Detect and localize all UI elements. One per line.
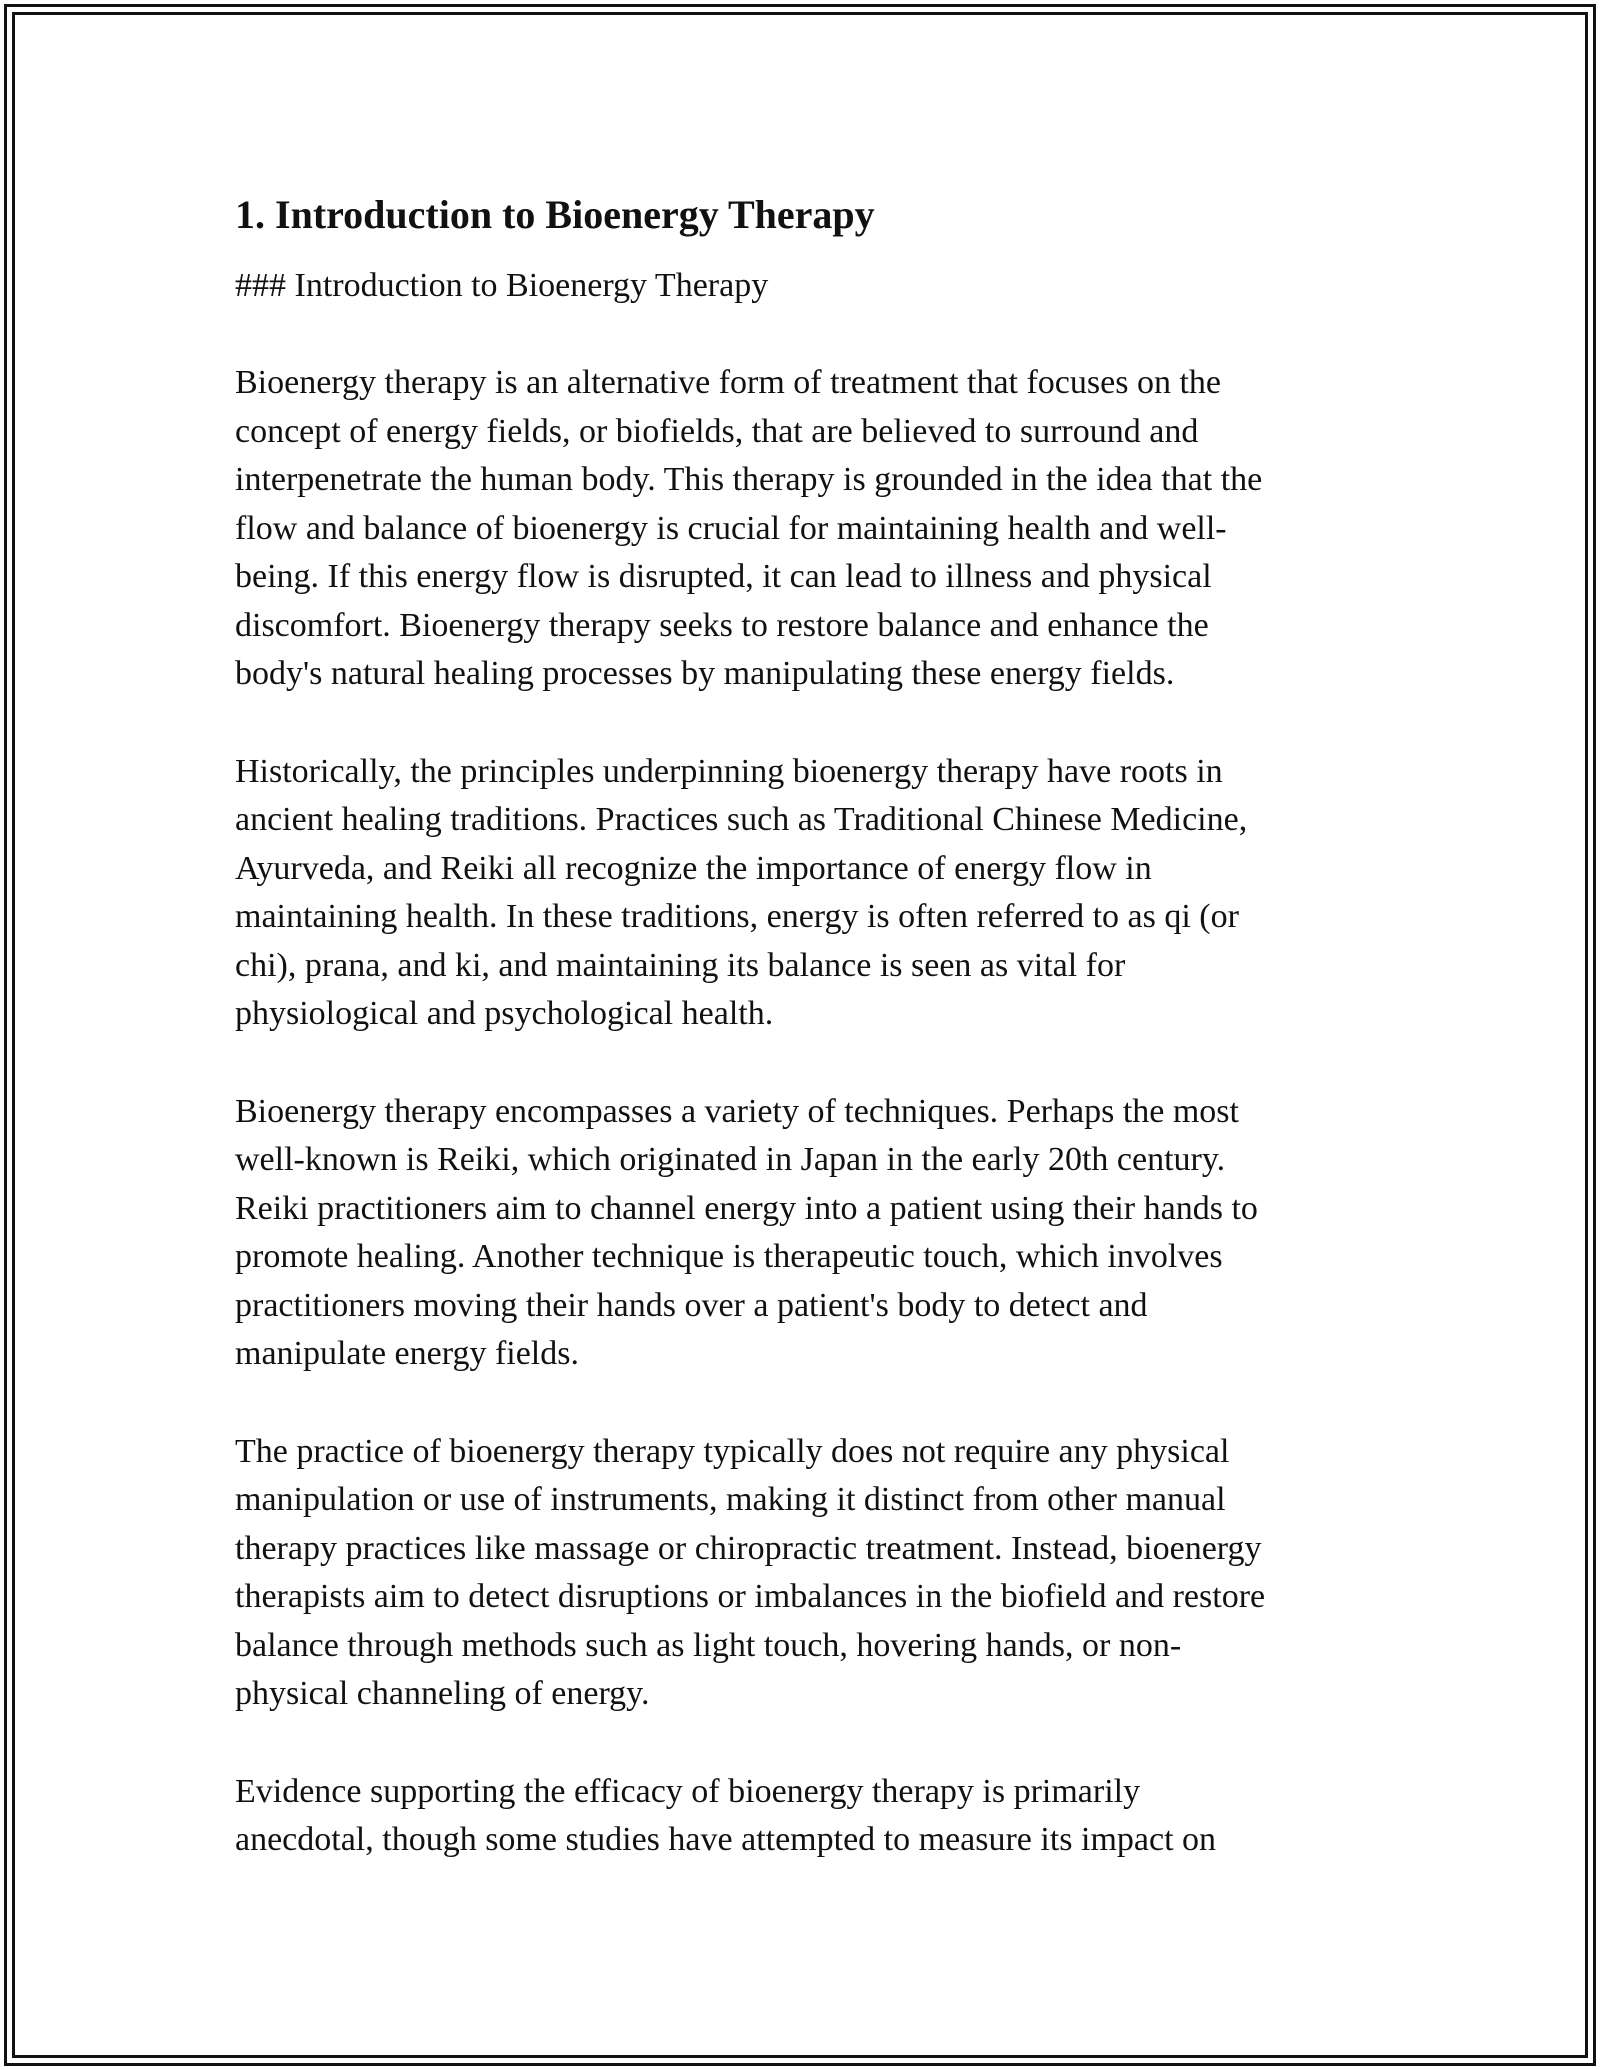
paragraph-history bbox=[235, 748, 1365, 1039]
text-line: maintaining health. In these traditions, energy is often referred to as qi (or bbox=[235, 898, 1239, 935]
text-line: Historically, the principles underpinning bioenergy therapy have roots in bbox=[235, 752, 1223, 790]
text-line: concept of energy fields, or biofields, that are believed to surround and bbox=[235, 412, 1199, 450]
text-line: Reiki practitioners aim to channel energy into a patient using their hands to bbox=[235, 1189, 1258, 1227]
text-line: discomfort. Bioenergy therapy seeks to restore balance and enhance the bbox=[235, 606, 1209, 644]
text-line: promote healing. Another technique is therapeutic touch, which involves bbox=[235, 1238, 1223, 1275]
text-line: chi), prana, and ki, and maintaining its balance is seen as vital for bbox=[235, 946, 1126, 984]
text-line: Evidence supporting the efficacy of bioenergy therapy is primarily bbox=[235, 1772, 1141, 1810]
text-line: body's natural healing processes by manipulating these energy fields. bbox=[235, 655, 1175, 692]
text-line: physiological and psychological health. bbox=[235, 995, 774, 1032]
text-line: Ayurveda, and Reiki all recognize the importance of energy flow in bbox=[235, 849, 1152, 887]
text-line: therapists aim to detect disruptions or imbalances in the biofield and restore bbox=[235, 1578, 1266, 1615]
paragraph-techniques bbox=[235, 1088, 1365, 1379]
text-line: manipulation or use of instruments, making it distinct from other manual bbox=[235, 1481, 1226, 1518]
text-line: being. If this energy flow is disrupted, it can lead to illness and physical bbox=[235, 558, 1212, 595]
text-line: therapy practices like massage or chiropractic treatment. Instead, bioenergy bbox=[235, 1529, 1262, 1567]
text-line: interpenetrate the human body. This therapy is grounded in the idea that the bbox=[235, 461, 1263, 498]
text-line: Bioenergy therapy is an alternative form of treatment that focuses on the bbox=[235, 364, 1221, 401]
text-line: manipulate energy fields. bbox=[235, 1335, 579, 1372]
text-line: Bioenergy therapy encompasses a variety of techniques. Perhaps the most bbox=[235, 1092, 1239, 1130]
markdown-heading: ### Introduction to Bioenergy Therapy bbox=[235, 267, 769, 304]
text-line: anecdotal, though some studies have attempted to measure its impact on bbox=[235, 1821, 1217, 1858]
section-heading: 1. Introduction to Bioenergy Therapy bbox=[235, 192, 875, 237]
text-line: physical channeling of energy. bbox=[235, 1675, 650, 1712]
text-line: flow and balance of bioenergy is crucial for maintaining health and well- bbox=[235, 509, 1227, 547]
text-line: ancient healing traditions. Practices such as Traditional Chinese Medicine, bbox=[235, 801, 1248, 838]
text-line: well-known is Reiki, which originated in Japan in the early 20th century. bbox=[235, 1141, 1226, 1178]
text-line: practitioners moving their hands over a patient's body to detect and bbox=[235, 1286, 1148, 1324]
paragraph-practice bbox=[235, 1428, 1365, 1719]
paragraph-intro bbox=[235, 359, 1365, 699]
text-line: balance through methods such as light touch, hovering hands, or non- bbox=[235, 1626, 1182, 1664]
document-body bbox=[235, 186, 1365, 1865]
paragraph-evidence bbox=[235, 1768, 1365, 1865]
text-line: The practice of bioenergy therapy typically does not require any physical bbox=[235, 1432, 1230, 1470]
